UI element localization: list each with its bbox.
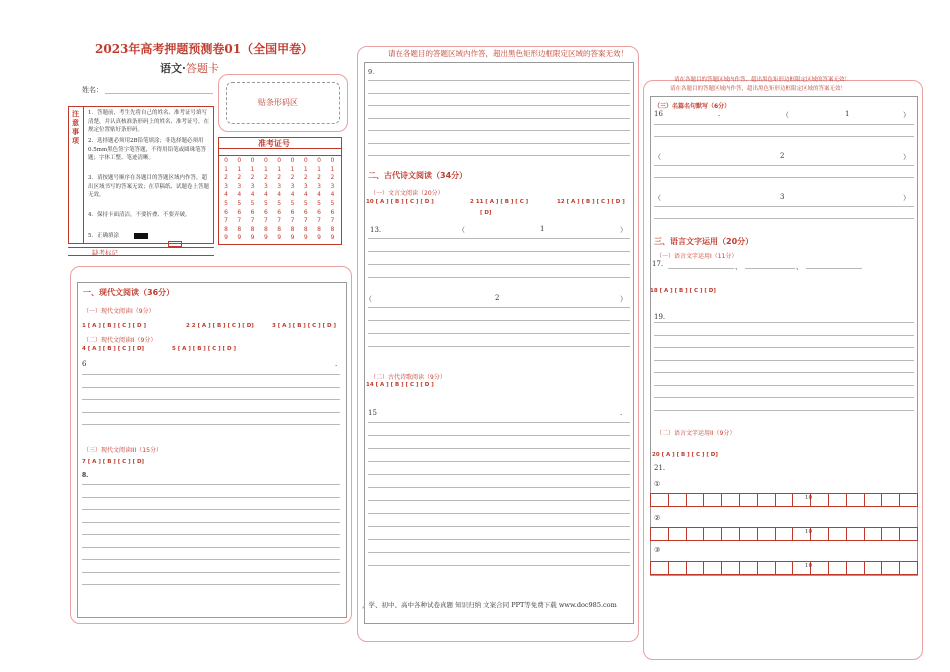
absent-label: 缺考标记 bbox=[92, 249, 118, 257]
exam-id-digit[interactable]: 5 bbox=[224, 199, 228, 207]
notice-item-4: 4．保持卡面清洁，不要折叠、不要弄破。 bbox=[88, 212, 191, 218]
answer-line[interactable] bbox=[368, 93, 630, 94]
q21-grid-mark-3: 10 bbox=[805, 563, 812, 569]
q16-dot: . bbox=[718, 110, 721, 118]
exam-id-digit[interactable]: 6 bbox=[317, 208, 321, 216]
q13-p1-open: （ bbox=[458, 226, 465, 234]
exam-id-digit[interactable]: 5 bbox=[290, 199, 295, 207]
exam-id-digit[interactable]: 0 bbox=[263, 157, 268, 164]
answer-line[interactable] bbox=[654, 177, 914, 178]
answer-line[interactable] bbox=[368, 155, 630, 156]
exam-id-digit[interactable]: 2 bbox=[250, 174, 255, 182]
exam-id-digit[interactable]: 9 bbox=[290, 234, 295, 242]
exam-id-label: 准考证号 bbox=[258, 139, 290, 148]
answer-line[interactable] bbox=[368, 422, 630, 423]
grid-cell[interactable] bbox=[882, 562, 900, 574]
exam-id-digit[interactable]: 8 bbox=[330, 225, 335, 233]
exam-id-digit[interactable]: 1 bbox=[250, 165, 255, 173]
answer-line[interactable] bbox=[368, 474, 630, 475]
q16-number: 16 bbox=[654, 110, 663, 118]
q8-number: 8. bbox=[82, 472, 89, 479]
exam-id-digit[interactable]: 3 bbox=[290, 182, 295, 190]
answer-line[interactable] bbox=[82, 522, 340, 523]
exam-id-digit[interactable]: 5 bbox=[237, 199, 242, 207]
grid-cell[interactable] bbox=[865, 562, 883, 574]
subtitle-card: 答题卡 bbox=[185, 62, 219, 75]
notice-side-label bbox=[72, 110, 82, 146]
q13-p2-close: ） bbox=[620, 295, 627, 303]
q16-p1-open: （ bbox=[782, 111, 789, 119]
answer-line[interactable] bbox=[368, 277, 630, 278]
exam-id-digit[interactable]: 4 bbox=[250, 191, 255, 199]
exam-id-digit[interactable]: 2 bbox=[290, 174, 295, 182]
q21-mark-3: ③ bbox=[654, 546, 661, 554]
q13-p2-open: （ bbox=[365, 295, 372, 303]
grid-cell[interactable] bbox=[651, 528, 669, 540]
q9-number: 9. bbox=[368, 68, 375, 76]
q1-choices[interactable]: 1 [ A ] [ B ] [ C ] [ D ] bbox=[82, 323, 146, 329]
grid-cell[interactable] bbox=[740, 494, 758, 506]
q7-choices[interactable]: 7 [ A ] [ B ] [ C ] [ D] bbox=[82, 459, 145, 465]
answer-line[interactable] bbox=[368, 251, 630, 252]
exam-id-digit[interactable]: 8 bbox=[237, 225, 242, 233]
exam-id-digit[interactable]: 0 bbox=[237, 157, 242, 164]
exam-id-column[interactable] bbox=[248, 157, 258, 243]
answer-line[interactable] bbox=[82, 509, 340, 510]
exam-id-column[interactable] bbox=[234, 157, 244, 243]
right-sub-2: （二）语言文字运用II（9分） bbox=[656, 430, 736, 437]
answer-line[interactable] bbox=[368, 500, 630, 501]
exam-id-digit[interactable]: 0 bbox=[277, 157, 282, 164]
exam-id-digit[interactable]: 6 bbox=[303, 208, 308, 216]
absent-row bbox=[68, 247, 214, 256]
q21-mark-1: ① bbox=[654, 480, 661, 488]
middle-sub-2: （二）古代诗歌阅读（9分） bbox=[370, 374, 446, 381]
exam-id-column[interactable] bbox=[288, 157, 298, 243]
q5-choices[interactable]: 5 [ A ] [ B ] [ C ] [ D ] bbox=[172, 346, 236, 352]
q10-choices[interactable]: 10 [ A ] [ B ] [ C ] [ D ] bbox=[366, 199, 434, 205]
grid-cell[interactable] bbox=[758, 562, 776, 574]
exam-id-digit[interactable]: 3 bbox=[277, 182, 282, 190]
grid-cell[interactable] bbox=[829, 494, 847, 506]
exam-id-digit[interactable]: 2 bbox=[237, 174, 242, 182]
q16-p2-num: 2 bbox=[780, 152, 785, 160]
notice-side-char: 注 bbox=[72, 110, 79, 118]
grid-cell[interactable] bbox=[900, 494, 917, 506]
q21-grid-row-2[interactable] bbox=[650, 527, 918, 541]
exam-id-digit[interactable]: 1 bbox=[330, 165, 335, 173]
answer-line[interactable] bbox=[654, 165, 914, 166]
q21-grid-row-3[interactable] bbox=[650, 561, 918, 575]
q12-choices[interactable]: 12 [ A ] [ B ] [ C ] [ D ] bbox=[557, 199, 625, 205]
exam-id-digit[interactable]: 9 bbox=[330, 234, 335, 242]
q13-p1-num: 1 bbox=[540, 225, 545, 233]
exam-id-digit[interactable]: 8 bbox=[277, 225, 282, 233]
answer-line[interactable] bbox=[654, 410, 914, 411]
grid-cell[interactable] bbox=[900, 528, 917, 540]
grid-cell[interactable] bbox=[651, 494, 669, 506]
famous-lines-title: （三）名篇名句默写（6分） bbox=[654, 103, 731, 110]
answer-line[interactable] bbox=[82, 497, 340, 498]
answer-line[interactable] bbox=[368, 461, 630, 462]
exam-id-digit[interactable]: 9 bbox=[224, 234, 228, 242]
q13-number: 13. bbox=[370, 226, 382, 234]
q2-choices[interactable]: 2 2 [ A ] [ B ] [ C ] [ D] bbox=[186, 323, 254, 329]
exam-id-digit[interactable]: 9 bbox=[303, 234, 308, 242]
left-sub-3: （三）现代文阅读III（15分） bbox=[83, 447, 162, 454]
q13-p2-num: 2 bbox=[495, 294, 500, 302]
grid-cell[interactable] bbox=[811, 528, 829, 540]
q16-p2-close: ） bbox=[903, 153, 910, 161]
left-sub-1: （一）现代文阅读I（9分） bbox=[83, 308, 155, 315]
exam-id-digit[interactable]: 3 bbox=[250, 182, 255, 190]
exam-id-column[interactable] bbox=[301, 157, 311, 243]
grid-cell[interactable] bbox=[704, 528, 722, 540]
answer-line[interactable] bbox=[654, 136, 914, 137]
grid-cell[interactable] bbox=[829, 528, 847, 540]
answer-line[interactable] bbox=[654, 335, 914, 336]
section-3-title: 三、语言文字运用（20分） bbox=[654, 237, 754, 246]
q17-blank-1[interactable] bbox=[668, 268, 734, 269]
exam-id-digit[interactable]: 9 bbox=[237, 234, 242, 242]
exam-id-digit[interactable]: 1 bbox=[317, 165, 321, 173]
grid-cell[interactable] bbox=[722, 528, 740, 540]
answer-line[interactable] bbox=[368, 118, 630, 119]
exam-id-digit[interactable]: 1 bbox=[224, 165, 228, 173]
name-label: 姓名： bbox=[82, 86, 103, 94]
exam-id-digit[interactable]: 0 bbox=[224, 157, 228, 164]
exam-id-digit[interactable]: 8 bbox=[317, 225, 321, 233]
q19-number: 19. bbox=[654, 313, 666, 321]
exam-id-digit[interactable]: 3 bbox=[317, 182, 321, 190]
answer-line[interactable] bbox=[82, 584, 340, 585]
exam-id-digit[interactable]: 1 bbox=[290, 165, 295, 173]
answer-line[interactable] bbox=[368, 238, 630, 239]
grid-cell[interactable] bbox=[722, 494, 740, 506]
answer-line[interactable] bbox=[368, 448, 630, 449]
grid-cell[interactable] bbox=[651, 562, 669, 574]
name-field[interactable] bbox=[105, 93, 213, 94]
answer-line[interactable] bbox=[654, 360, 914, 361]
exam-id-digit[interactable]: 1 bbox=[303, 165, 308, 173]
exam-id-write-row[interactable] bbox=[218, 148, 342, 156]
grid-cell[interactable] bbox=[882, 528, 900, 540]
grid-cell[interactable] bbox=[758, 528, 776, 540]
exam-id-digit[interactable]: 4 bbox=[330, 191, 335, 199]
exam-id-digit[interactable]: 8 bbox=[263, 225, 268, 233]
grid-cell[interactable] bbox=[687, 528, 705, 540]
grid-cell[interactable] bbox=[758, 494, 776, 506]
page-title: 2023年高考押题预测卷01（全国甲卷） bbox=[95, 42, 314, 56]
exam-id-digit[interactable]: 5 bbox=[303, 199, 308, 207]
exam-id-digit[interactable]: 5 bbox=[317, 199, 321, 207]
subtitle-subject: 语文 bbox=[160, 62, 182, 75]
exam-id-digit[interactable]: 8 bbox=[224, 225, 228, 233]
answer-line[interactable] bbox=[654, 322, 914, 323]
exam-id-column[interactable] bbox=[274, 157, 284, 243]
answer-line[interactable] bbox=[82, 412, 340, 413]
q15-end: . bbox=[620, 409, 623, 417]
notice-side-char: 事 bbox=[72, 128, 79, 136]
answer-line[interactable] bbox=[368, 264, 630, 265]
exam-id-digit[interactable]: 7 bbox=[277, 217, 282, 225]
q21-grid-mark-2: 10 bbox=[805, 529, 812, 535]
exam-id-digit[interactable]: 2 bbox=[277, 174, 282, 182]
answer-line[interactable] bbox=[368, 487, 630, 488]
exam-id-digit[interactable]: 3 bbox=[237, 182, 242, 190]
q21-mark-2: ② bbox=[654, 514, 661, 522]
exam-id-digit[interactable]: 7 bbox=[303, 217, 308, 225]
grid-cell[interactable] bbox=[687, 494, 705, 506]
right-banner-1: 请在各题目的答题区域内作答，超出黑色矩形边框限定区域的答案无效！ bbox=[674, 77, 851, 83]
q13-p1-close: ） bbox=[620, 226, 627, 234]
q4-choices[interactable]: 4 [ A ] [ B ] [ C ] [ D] bbox=[82, 346, 145, 352]
q16-p1-close: ） bbox=[903, 111, 910, 119]
grid-cell[interactable] bbox=[740, 528, 758, 540]
exam-id-digit[interactable]: 6 bbox=[277, 208, 282, 216]
exam-id-column[interactable] bbox=[221, 157, 231, 243]
q21-grid-mark-1: 10 bbox=[805, 495, 812, 501]
q16-p3-num: 3 bbox=[780, 193, 785, 201]
exam-id-digit[interactable]: 6 bbox=[290, 208, 295, 216]
exam-id-digit[interactable]: 9 bbox=[317, 234, 321, 242]
grid-cell[interactable] bbox=[704, 562, 722, 574]
exam-id-digit[interactable]: 1 bbox=[263, 165, 268, 173]
exam-id-digit[interactable]: 4 bbox=[303, 191, 308, 199]
grid-cell[interactable] bbox=[669, 494, 687, 506]
answer-line[interactable] bbox=[82, 399, 340, 400]
middle-banner: 请在各题目的答题区域内作答，超出黑色矩形边框限定区域的答案无效！ bbox=[388, 49, 628, 58]
answer-line[interactable] bbox=[368, 80, 630, 81]
exam-id-digit[interactable]: 6 bbox=[250, 208, 255, 216]
answer-line[interactable] bbox=[82, 547, 340, 548]
answer-line[interactable] bbox=[82, 572, 340, 573]
answer-line[interactable] bbox=[654, 206, 914, 207]
exam-id-digit[interactable]: 0 bbox=[250, 157, 255, 164]
q17-sep-2: 、 bbox=[796, 263, 803, 271]
exam-id-digit[interactable]: 4 bbox=[290, 191, 295, 199]
q16-p2-open: （ bbox=[654, 153, 661, 161]
exam-id-column[interactable] bbox=[314, 157, 324, 243]
grid-cell[interactable] bbox=[669, 562, 687, 574]
grid-cell[interactable] bbox=[669, 528, 687, 540]
answer-line[interactable] bbox=[654, 347, 914, 348]
exam-id-digit[interactable]: 7 bbox=[317, 217, 321, 225]
grid-cell[interactable] bbox=[847, 494, 865, 506]
q6-end: . bbox=[335, 360, 338, 368]
subtitle-separator: · bbox=[182, 62, 186, 75]
exam-id-digit[interactable]: 2 bbox=[303, 174, 308, 182]
answer-line[interactable] bbox=[82, 559, 340, 560]
exam-id-digit[interactable]: 7 bbox=[263, 217, 268, 225]
exam-id-digit[interactable]: 9 bbox=[263, 234, 268, 242]
answer-line[interactable] bbox=[654, 124, 914, 125]
grid-cell[interactable] bbox=[900, 562, 917, 574]
grid-cell[interactable] bbox=[776, 562, 794, 574]
answer-line[interactable] bbox=[368, 130, 630, 131]
exam-id-digit[interactable]: 6 bbox=[263, 208, 268, 216]
exam-id-digit[interactable]: 6 bbox=[224, 208, 228, 216]
answer-line[interactable] bbox=[654, 218, 914, 219]
exam-id-digit[interactable]: 3 bbox=[303, 182, 308, 190]
exam-id-digit[interactable]: 7 bbox=[224, 217, 228, 225]
q11-choice-d[interactable]: [ D] bbox=[480, 210, 492, 216]
q17-sep-1: 、 bbox=[735, 263, 742, 271]
exam-id-digit[interactable]: 4 bbox=[317, 191, 321, 199]
q15-number: 15 bbox=[368, 409, 377, 417]
exam-id-digit[interactable]: 9 bbox=[250, 234, 255, 242]
grid-cell[interactable] bbox=[865, 528, 883, 540]
filled-sample-icon bbox=[134, 233, 148, 239]
answer-line[interactable] bbox=[368, 307, 630, 308]
answer-line[interactable] bbox=[368, 346, 630, 347]
exam-id-digit[interactable]: 0 bbox=[330, 157, 335, 164]
grid-cell[interactable] bbox=[740, 562, 758, 574]
grid-cell[interactable] bbox=[829, 562, 847, 574]
exam-id-digit[interactable]: 7 bbox=[290, 217, 295, 225]
grid-cell[interactable] bbox=[687, 562, 705, 574]
exam-id-digit[interactable]: 2 bbox=[317, 174, 321, 182]
q6-number: 6 bbox=[82, 360, 87, 368]
exam-id-digit[interactable]: 7 bbox=[250, 217, 255, 225]
exam-id-digit[interactable]: 1 bbox=[237, 165, 242, 173]
q11-choices[interactable]: 2 11 [ A ] [ B ] [ C ] bbox=[470, 199, 529, 205]
q16-p1-num: 1 bbox=[845, 110, 850, 118]
q21-grid-row-1[interactable] bbox=[650, 493, 918, 507]
grid-cell[interactable] bbox=[704, 494, 722, 506]
exam-id-digit[interactable]: 5 bbox=[277, 199, 282, 207]
exam-id-digit[interactable]: 7 bbox=[330, 217, 335, 225]
exam-id-digit[interactable]: 4 bbox=[237, 191, 242, 199]
q18-choices[interactable]: 18 [ A ] [ B ] [ C ] [ D] bbox=[650, 288, 716, 294]
grid-cell[interactable] bbox=[776, 528, 794, 540]
right-banner-2: 请在各题目的答题区域内作答，超出黑色矩形边框限定区域的答案无效！ bbox=[670, 86, 847, 92]
exam-id-digit[interactable]: 4 bbox=[263, 191, 268, 199]
q16-p3-close: ） bbox=[903, 194, 910, 202]
notice-item-2: 2．选择题必须用2B铅笔填涂；非选择题必须用0.5mm黑色签字笔答题，不得用铅笔或圆珠笔答题；字体工整、笔迹清晰。 bbox=[88, 138, 207, 161]
notice-side-char: 项 bbox=[72, 137, 79, 145]
exam-id-digit[interactable]: 0 bbox=[317, 157, 321, 164]
q21-number: 21. bbox=[654, 464, 666, 472]
exam-id-digit[interactable]: 5 bbox=[250, 199, 255, 207]
exam-id-digit[interactable]: 2 bbox=[330, 174, 335, 182]
grid-cell[interactable] bbox=[776, 494, 794, 506]
exam-id-digit[interactable]: 6 bbox=[237, 208, 242, 216]
grid-cell[interactable] bbox=[722, 562, 740, 574]
answer-line[interactable] bbox=[368, 539, 630, 540]
left-sub-2: （二）现代文阅读II（9分） bbox=[83, 337, 157, 344]
q14-choices[interactable]: 14 [ A ] [ B ] [ C ] [ D ] bbox=[366, 382, 434, 388]
exam-id-digit[interactable]: 7 bbox=[237, 217, 242, 225]
notice-side-char: 意 bbox=[72, 119, 79, 127]
absent-checkbox[interactable] bbox=[168, 241, 182, 247]
exam-id-digit[interactable]: 2 bbox=[263, 174, 268, 182]
section-2-title: 二、古代诗文阅读（34分） bbox=[368, 171, 468, 180]
answer-line[interactable] bbox=[654, 385, 914, 386]
subtitle bbox=[160, 60, 219, 76]
exam-id-digit[interactable]: 3 bbox=[224, 182, 228, 190]
exam-id-digit[interactable]: 8 bbox=[250, 225, 255, 233]
answer-line[interactable] bbox=[368, 105, 630, 106]
exam-id-digit[interactable]: 2 bbox=[224, 174, 228, 182]
middle-sub-1: （一）文言文阅读（20分） bbox=[370, 190, 444, 197]
answer-line[interactable] bbox=[82, 484, 340, 485]
exam-id-digit[interactable]: 9 bbox=[277, 234, 282, 242]
answer-line[interactable] bbox=[368, 435, 630, 436]
q20-choices[interactable]: 20 [ A ] [ B ] [ C ] [ D] bbox=[652, 452, 718, 458]
q17-number: 17. bbox=[652, 260, 664, 268]
q17-blank-2[interactable] bbox=[745, 268, 795, 269]
exam-id-digit[interactable]: 4 bbox=[224, 191, 228, 199]
exam-id-digit[interactable]: 8 bbox=[290, 225, 295, 233]
answer-line[interactable] bbox=[82, 387, 340, 388]
section-1-title: 一、现代文阅读（36分） bbox=[83, 288, 175, 297]
answer-line[interactable] bbox=[368, 565, 630, 566]
answer-line[interactable] bbox=[368, 552, 630, 553]
exam-id-digit[interactable]: 4 bbox=[277, 191, 282, 199]
exam-id-digit[interactable]: 1 bbox=[277, 165, 282, 173]
exam-id-digit[interactable]: 6 bbox=[330, 208, 335, 216]
grid-cell[interactable] bbox=[847, 562, 865, 574]
exam-id-digit[interactable]: 0 bbox=[290, 157, 295, 164]
answer-line[interactable] bbox=[368, 320, 630, 321]
answer-line[interactable] bbox=[654, 372, 914, 373]
q16-p3-open: （ bbox=[654, 194, 661, 202]
notice-item-1: 1．答题前，考生先将自己的姓名、准考证号填写清楚，并认真核准条形码上的姓名、准考证号，在规定位置贴好条形码。 bbox=[88, 110, 210, 133]
grid-cell[interactable] bbox=[847, 528, 865, 540]
answer-line[interactable] bbox=[82, 534, 340, 535]
exam-id-digit[interactable]: 0 bbox=[303, 157, 308, 164]
exam-id-digit[interactable]: 3 bbox=[263, 182, 268, 190]
exam-id-digit[interactable]: 8 bbox=[303, 225, 308, 233]
grid-cell[interactable] bbox=[811, 562, 829, 574]
answer-line[interactable] bbox=[368, 526, 630, 527]
answer-line[interactable] bbox=[368, 143, 630, 144]
notice-item-5: 5．正确填涂 bbox=[88, 233, 119, 239]
grid-cell[interactable] bbox=[865, 494, 883, 506]
exam-id-digit[interactable]: 5 bbox=[263, 199, 268, 207]
grid-cell[interactable] bbox=[882, 494, 900, 506]
notice-item-3: 3．请按题号顺序在各题目的答题区域内作答，超出区域书写的答案无效；在草稿纸、试题卷上答题无效。 bbox=[88, 175, 210, 198]
barcode-label: 贴条形码区 bbox=[258, 98, 298, 107]
exam-id-digit[interactable]: 5 bbox=[330, 199, 335, 207]
grid-cell[interactable] bbox=[811, 494, 829, 506]
right-sub-1: （一）语言文字运用I（11分） bbox=[656, 253, 738, 260]
answer-line[interactable] bbox=[82, 374, 340, 375]
answer-line[interactable] bbox=[368, 333, 630, 334]
footer-text: ，学、初中、高中各种试卷真题 知识归纳 文案合同 PPT等免费下载 www.doc985.com bbox=[362, 601, 617, 609]
answer-line[interactable] bbox=[368, 513, 630, 514]
exam-id-column[interactable] bbox=[261, 157, 271, 243]
answer-line[interactable] bbox=[82, 424, 340, 425]
q17-blank-3[interactable] bbox=[806, 268, 862, 269]
exam-id-digit[interactable]: 3 bbox=[330, 182, 335, 190]
answer-line[interactable] bbox=[654, 397, 914, 398]
q3-choices[interactable]: 3 [ A ] [ B ] [ C ] [ D ] bbox=[272, 323, 336, 329]
exam-id-column[interactable] bbox=[327, 157, 337, 243]
